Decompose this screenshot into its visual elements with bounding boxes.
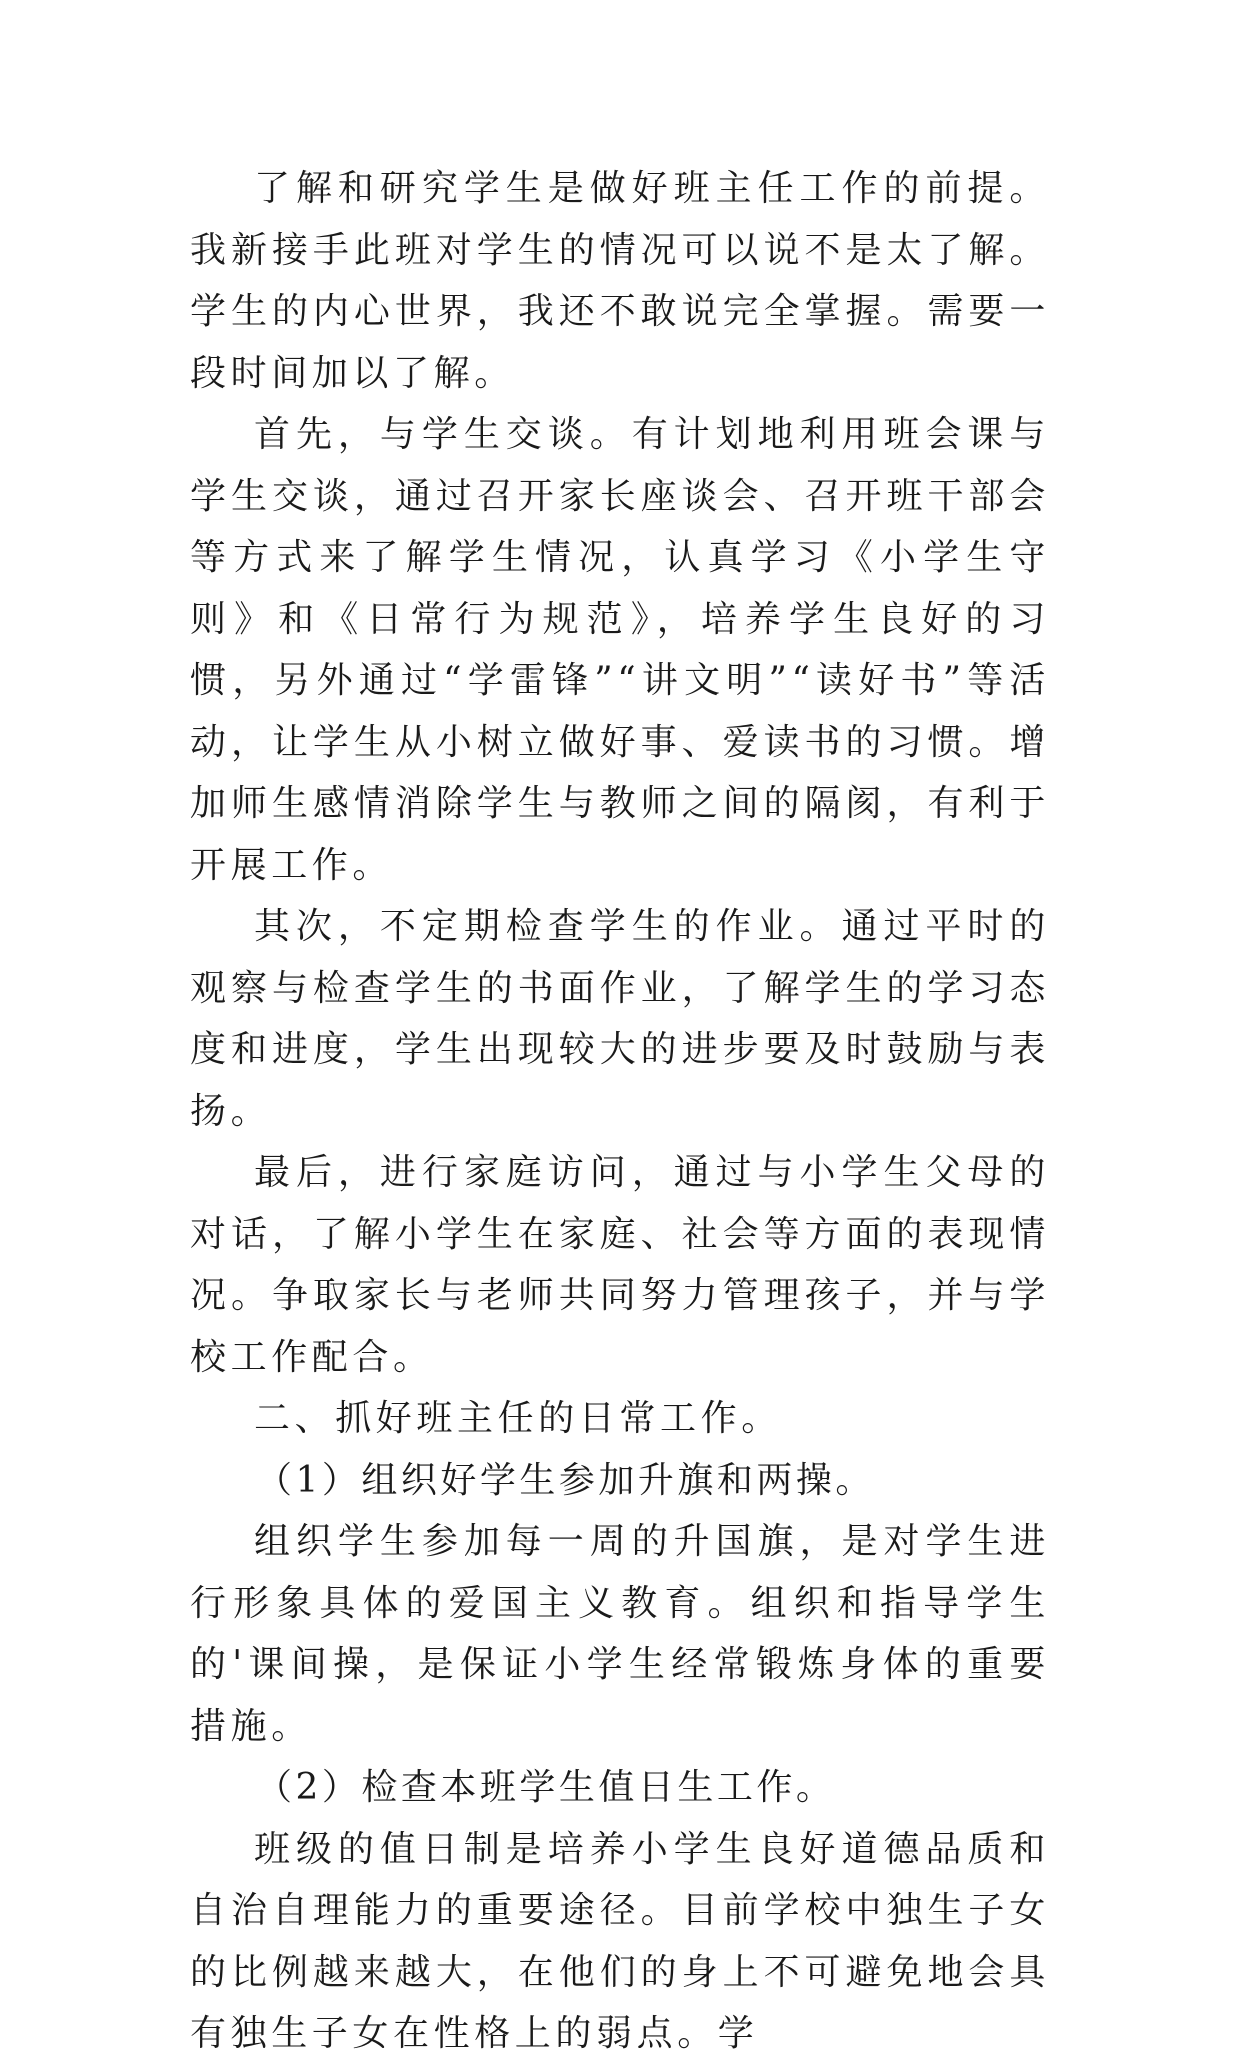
- section-heading-daily-work: 二、抓好班主任的日常工作。: [254, 1398, 782, 1439]
- paragraph-first-talk: 首先，与学生交谈。有计划地利用班会课与学生交谈，通过召开家长座谈会、召开班干部会等方式来了解学生情况，认真学习《小学生守则》和《日常行为规范》，培养学生良好的习惯，另外通过“学雷锋”“讲文明”“读好书”等活动，让学生从小树立做好事、爱读书的习惯。增加师生感情消除学生与教师之间的隔阂，有利于开展工作。: [190, 414, 1050, 886]
- subheading-flag-exercise: （1）组织好学生参加升旗和两操。: [256, 1459, 875, 1501]
- paragraph-last-home-visit: 最后，进行家庭访问，通过与小学生父母的对话，了解小学生在家庭、社会等方面的表现情况。争取家长与老师共同努力管理孩子，并与学校工作配合。: [190, 1152, 1050, 1378]
- paragraph-intro: 了解和研究学生是做好班主任工作的前提。我新接手此班对学生的情况可以说不是太了解。学生的内心世界，我还不敢说完全掌握。需要一段时间加以了解。: [190, 168, 1050, 394]
- subheading-duty-students: （2）检查本班学生值日生工作。: [256, 1767, 836, 1808]
- document-body: [190, 158, 1050, 2065]
- paragraph-duty-system: 班级的值日制是培养小学生良好道德品质和自治自理能力的重要途径。目前学校中独生子女的比例越来越大，在他们的身上不可避免地会具有独生子女在性格上的弱点。学: [190, 1828, 1050, 2054]
- paragraph-second-homework: 其次，不定期检查学生的作业。通过平时的观察与检查学生的书面作业，了解学生的学习态度和进度，学生出现较大的进步要及时鼓励与表扬。: [190, 906, 1050, 1132]
- paragraph-flag-exercise: 组织学生参加每一周的升国旗，是对学生进行形象具体的爱国主义教育。组织和指导学生的'课间操，是保证小学生经常锻炼身体的重要措施。: [190, 1521, 1050, 1747]
